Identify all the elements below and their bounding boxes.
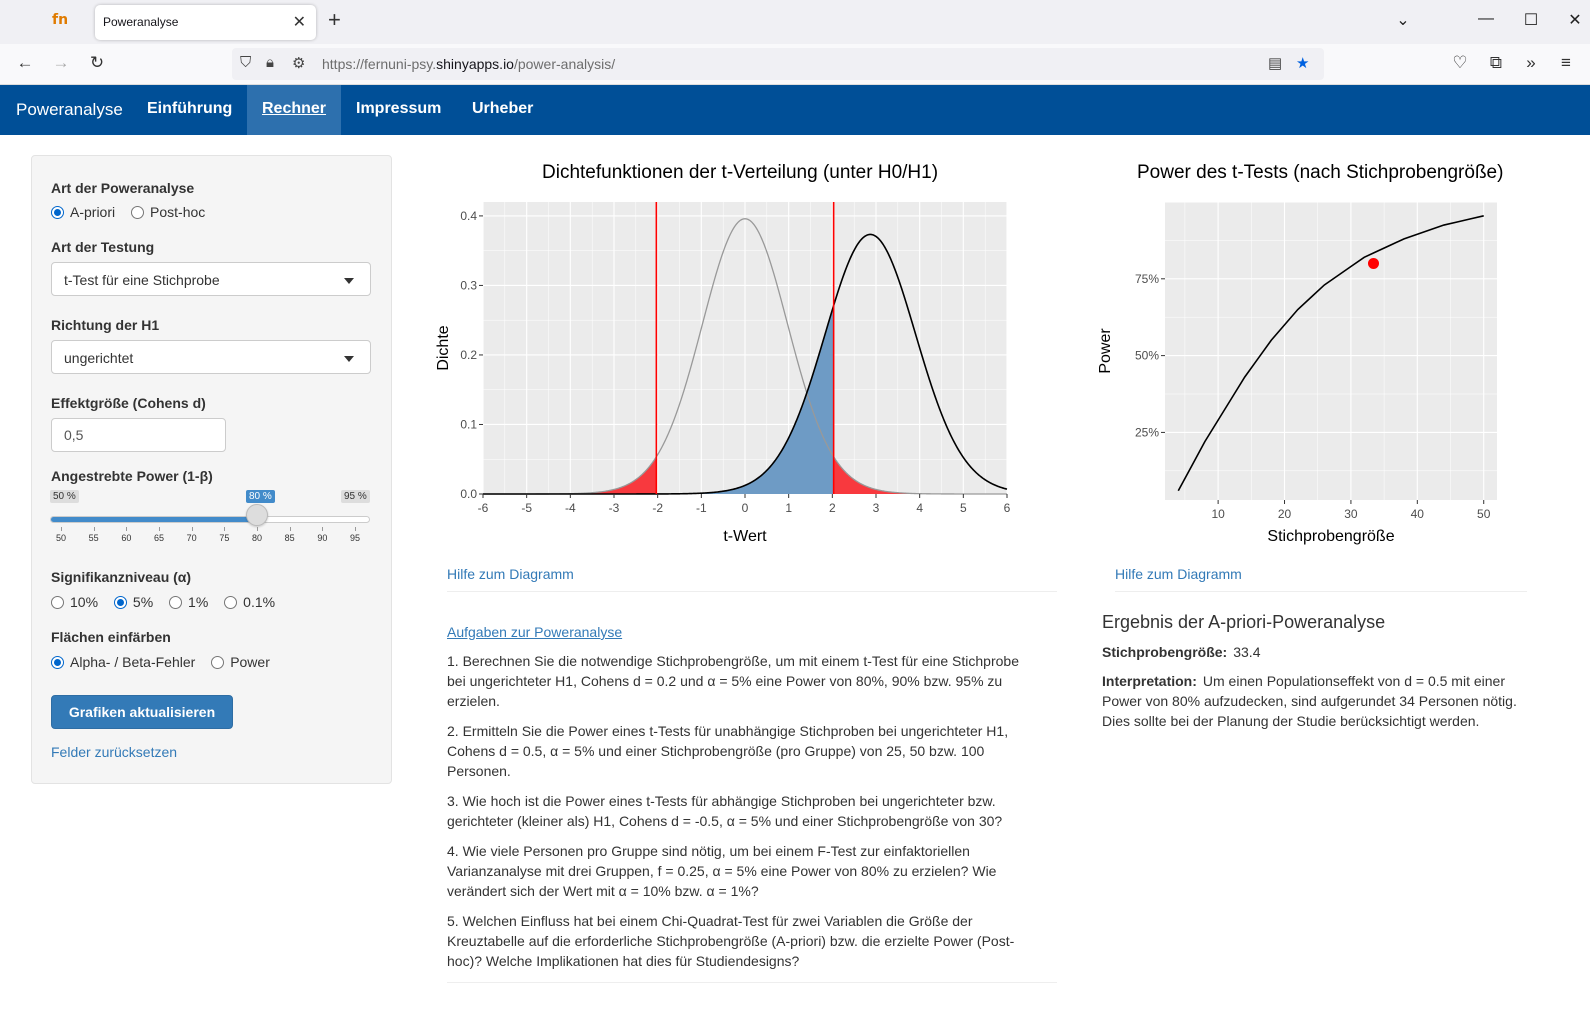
back-icon[interactable]: ← — [16, 53, 34, 72]
app-navbar — [0, 85, 1590, 135]
power-slider-fill — [51, 517, 258, 522]
slider-max-label: 95 % — [341, 490, 370, 503]
slider-tick-label: 50 — [56, 533, 67, 543]
result-interp-label: Interpretation: — [1102, 673, 1197, 689]
y-tick-label: 75% — [1134, 271, 1159, 286]
browser-toolbar — [0, 44, 1590, 85]
x-tick-label: -4 — [564, 501, 576, 515]
reader-mode-icon[interactable]: ▤ — [1268, 55, 1283, 72]
effekt-label: Effektgröße (Cohens d) — [51, 395, 206, 411]
menu-icon[interactable]: ≡ — [1561, 53, 1571, 72]
reload-icon[interactable]: ↻ — [89, 53, 105, 72]
overflow-icon[interactable]: » — [1526, 53, 1536, 72]
x-tick-label: 0 — [741, 501, 749, 515]
y-tick-label: 0.3 — [460, 278, 477, 293]
new-tab-icon[interactable]: + — [328, 7, 341, 32]
power-help-box — [1115, 560, 1527, 592]
nav-item-urheber[interactable]: Urheber — [472, 100, 534, 117]
x-tick-label: 40 — [1410, 507, 1424, 521]
slider-tickmark — [322, 527, 323, 531]
shield-icon[interactable]: ⛉ — [240, 54, 252, 71]
tab-list-chevron-icon[interactable]: ⌄ — [1396, 12, 1410, 29]
minimize-icon[interactable]: — — [1478, 10, 1494, 27]
radio-alpha-1[interactable]: 1% — [169, 594, 208, 610]
x-tick-label: -6 — [477, 501, 489, 515]
y-axis-title: Power — [1097, 328, 1114, 374]
y-tick-label: 0.0 — [460, 487, 477, 501]
tab-title: Poweranalyse — [103, 15, 179, 29]
power-chart-title: Power des t-Tests (nach Stichprobengröße) — [1137, 162, 1504, 183]
alpha-radio-group — [51, 594, 287, 610]
slider-tickmark — [126, 527, 127, 531]
app-favicon-icon: fn — [52, 12, 69, 28]
slider-tickmark — [257, 527, 258, 531]
art-label: Art der Poweranalyse — [51, 180, 195, 196]
x-tick-label: -2 — [652, 501, 664, 515]
slider-tick-label: 85 — [284, 533, 295, 543]
browser-tab[interactable] — [95, 5, 316, 40]
slider-tickmark — [290, 527, 291, 531]
task-item: 3. Wie hoch ist die Power eines t-Tests für abhängige Stichproben bei ungerichteter bzw. gerichteter (kleiner als) H1, Cohens d = -0.5, α = 5% und einer Stichprobengröße von 30? — [447, 793, 1003, 829]
faerben-label: Flächen einfärben — [51, 629, 171, 645]
x-tick-label: 30 — [1344, 507, 1358, 521]
result-interpretation — [1102, 671, 1532, 731]
density-chart — [435, 195, 1035, 560]
url-bar[interactable] — [232, 48, 1324, 80]
task-item: 1. Berechnen Sie die notwendige Stichprobengröße, um mit einem t-Test für eine Stichprobe bei ungerichteter H1, Cohens d = 0.2 und α = 5% eine Power von 80%, 90% bzw. 95% zu erzielen. — [447, 653, 1019, 709]
slider-tick-label: 80 — [252, 533, 263, 543]
result-n-label: Stichprobengröße: — [1102, 644, 1228, 660]
y-axis-title: Dichte — [435, 325, 452, 371]
density-help-link[interactable]: Hilfe zum Diagramm — [447, 566, 574, 582]
slider-tick-label: 70 — [186, 533, 197, 543]
dropdown-caret-icon — [344, 278, 354, 284]
richtung-select[interactable]: ungerichtet — [51, 340, 371, 374]
pocket-icon[interactable]: ♡ — [1452, 53, 1468, 72]
x-tick-label: 5 — [959, 501, 967, 515]
task-item: 2. Ermitteln Sie die Power eines t-Tests für unabhängige Stichproben bei ungerichteter H1, Cohens d = 0.5, α = 5% und einer Stichprobengröße (pro Gruppe) von 25, 50 bzw. 100 Personen. — [447, 723, 1009, 779]
result-n-value: 33.4 — [1233, 644, 1261, 660]
browser-tabbar — [0, 0, 1590, 44]
result-title: Ergebnis der A-priori-Poweranalyse — [1102, 612, 1386, 632]
radio-alpha-beta[interactable]: Alpha- / Beta-Fehler — [51, 654, 195, 670]
x-tick-label: -1 — [695, 501, 707, 515]
slider-tickmark — [224, 527, 225, 531]
x-tick-label: 6 — [1003, 501, 1011, 515]
close-window-icon[interactable]: ✕ — [1568, 12, 1582, 29]
art-radio-group — [51, 204, 217, 220]
slider-tickmark — [355, 527, 356, 531]
x-axis-title: Stichprobengröße — [1267, 528, 1395, 545]
permissions-icon[interactable]: ⚙ — [292, 55, 306, 72]
power-slider-track[interactable] — [50, 516, 370, 523]
y-tick-label: 25% — [1134, 425, 1159, 440]
faerben-radio-group — [51, 654, 282, 670]
bookmark-star-icon[interactable]: ★ — [1296, 55, 1310, 72]
plot-panel — [1165, 202, 1497, 500]
testung-label: Art der Testung — [51, 239, 155, 255]
x-tick-label: 1 — [785, 501, 793, 515]
maximize-icon[interactable]: ☐ — [1523, 12, 1539, 29]
nav-item-impressum[interactable]: Impressum — [356, 100, 442, 117]
x-tick-label: 10 — [1211, 507, 1225, 521]
power-marker-point — [1368, 258, 1379, 269]
x-tick-label: 2 — [828, 501, 836, 515]
y-tick-label: 50% — [1134, 348, 1159, 363]
radio-alpha-0-1[interactable]: 0.1% — [224, 594, 275, 610]
radio-post-hoc[interactable]: Post-hoc — [131, 204, 205, 220]
task-item: 4. Wie viele Personen pro Gruppe sind nötig, um bei einem F-Test zur einfaktoriellen Varianzanalyse mit drei Gruppen, f = 0.25, α = 5% eine Power von 80% zu erzielen? Wie verändert sich der Wert mit α = 10% bzw. α = 1%? — [447, 843, 997, 899]
result-n — [1102, 642, 1532, 662]
nav-item-einfuehrung[interactable]: Einführung — [147, 100, 233, 117]
tab-close-icon[interactable]: ✕ — [292, 14, 306, 31]
reset-fields-link[interactable]: Felder zurücksetzen — [51, 744, 178, 760]
x-tick-label: -5 — [521, 501, 533, 515]
slider-tickmark — [159, 527, 160, 531]
tasks-title-link[interactable]: Aufgaben zur Poweranalyse — [447, 624, 623, 640]
y-tick-label: 0.4 — [460, 208, 477, 223]
power-help-link[interactable]: Hilfe zum Diagramm — [1115, 566, 1242, 582]
nav-item-rechner[interactable]: Rechner — [247, 85, 341, 135]
tasks-panel — [447, 608, 1057, 983]
url-text[interactable]: https://fernuni-psy.shinyapps.io/power-analysis/ — [322, 56, 616, 72]
slider-tick-label: 60 — [121, 533, 132, 543]
y-tick-label: 0.2 — [460, 347, 477, 362]
forward-icon[interactable]: → — [52, 53, 70, 72]
x-tick-label: -3 — [608, 501, 620, 515]
slider-tick-label: 90 — [317, 533, 328, 543]
task-item: 5. Welchen Einfluss hat bei einem Chi-Quadrat-Test für zwei Variablen die Größe der Kreuztabelle auf die erforderliche Stichprobengröße (A-priori) bzw. die erzielte Power (Post-hoc)? Welche Implikationen hat dies für Studiendesigns? — [447, 913, 1015, 969]
x-tick-label: 50 — [1477, 507, 1491, 521]
slider-tickmark — [192, 527, 193, 531]
slider-tickmark — [94, 527, 95, 531]
richtung-label: Richtung der H1 — [51, 317, 160, 333]
alpha-label: Signifikanzniveau (α) — [51, 569, 192, 585]
update-graphics-button[interactable]: Grafiken aktualisieren — [51, 695, 233, 729]
x-axis-title: t-Wert — [723, 528, 767, 545]
result-interp-text: Um einen Populationseffekt von d = 0.5 mit einer Power von 80% aufzudecken, sind aufgerundet 34 Personen nötig. Dies sollte bei der Planung der Studie berücksichtigt werden. — [1102, 673, 1517, 729]
x-tick-label: 4 — [916, 501, 924, 515]
power-label: Angestrebte Power (1-β) — [51, 468, 213, 484]
radio-power[interactable]: Power — [211, 654, 270, 670]
x-tick-label: 3 — [872, 501, 880, 515]
app-brand[interactable]: Poweranalyse — [16, 100, 123, 119]
slider-tick-label: 65 — [154, 533, 165, 543]
dropdown-caret-icon — [344, 356, 354, 362]
density-help-box — [447, 560, 1057, 592]
power-chart — [1095, 195, 1515, 560]
lock-icon[interactable]: 🔒︎ — [266, 54, 274, 71]
radio-alpha-5[interactable]: 5% — [114, 594, 153, 610]
radio-alpha-10[interactable]: 10% — [51, 594, 98, 610]
slider-tickmark — [61, 527, 62, 531]
slider-tick-label: 95 — [350, 533, 361, 543]
y-tick-label: 0.1 — [460, 417, 477, 432]
effekt-input[interactable] — [51, 418, 226, 452]
slider-tick-label: 55 — [88, 533, 99, 543]
sidebar-panel — [31, 155, 392, 784]
density-chart-title: Dichtefunktionen der t-Verteilung (unter H0/H1) — [542, 162, 939, 183]
radio-a-priori[interactable]: A-priori — [51, 204, 115, 220]
extensions-icon[interactable]: ⧉ — [1489, 53, 1503, 72]
slider-min-label: 50 % — [50, 490, 79, 503]
slider-tick-label: 75 — [219, 533, 230, 543]
x-tick-label: 20 — [1277, 507, 1292, 521]
testung-select[interactable]: t-Test für eine Stichprobe — [51, 262, 371, 296]
power-slider-handle[interactable] — [246, 504, 268, 526]
slider-current-label: 80 % — [246, 490, 275, 503]
